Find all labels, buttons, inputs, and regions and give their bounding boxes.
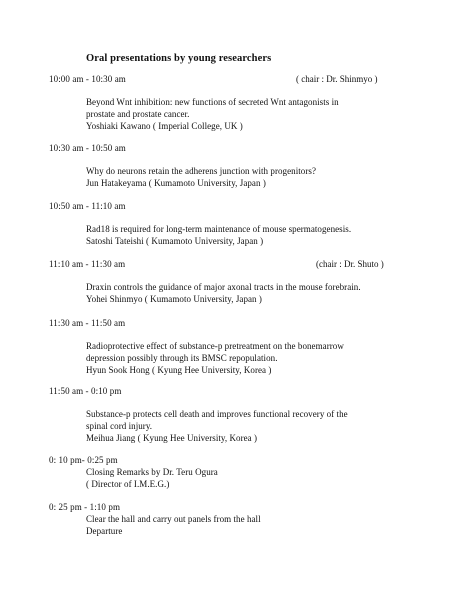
session-3-time: 10:50 am - 11:10 am	[49, 201, 126, 211]
session-3-title-line-1: Rad18 is required for long-term maintenance of mouse spermatogenesis.	[86, 224, 352, 234]
session-4-speaker: Yohei Shinmyo ( Kumamoto University, Japan )	[86, 294, 262, 304]
session-6-title-line-2: spinal cord injury.	[86, 421, 153, 431]
session-6-title-line-1: Substance-p protects cell death and improves functional recovery of the	[86, 409, 348, 419]
departure-label: Departure	[86, 526, 123, 536]
session-5-title-line-2: depression possibly through its BMSC repopulation.	[86, 353, 278, 363]
session-4-time: 11:10 am - 11:30 am	[49, 259, 126, 269]
closing-remarks: Closing Remarks by Dr. Teru Ogura	[86, 467, 218, 477]
session-5-time: 11:30 am - 11:50 am	[49, 318, 126, 328]
session-4-chair: (chair : Dr. Shuto )	[316, 259, 384, 269]
session-4-title-line-1: Draxin controls the guidance of major axonal tracts in the mouse forebrain.	[86, 282, 361, 292]
session-1-chair: ( chair : Dr. Shinmyo )	[296, 74, 378, 84]
closing-time: 0: 10 pm- 0:25 pm	[49, 455, 118, 465]
session-5-speaker: Hyun Sook Hong ( Kyung Hee University, Korea )	[86, 365, 272, 375]
session-1-title-line-1: Beyond Wnt inhibition: new functions of secreted Wnt antagonists in	[86, 97, 339, 107]
session-6-time: 11:50 am - 0:10 pm	[49, 386, 122, 396]
session-1-time: 10:00 am - 10:30 am	[49, 74, 126, 84]
session-2-time: 10:30 am - 10:50 am	[49, 143, 126, 153]
closing-director: ( Director of I.M.E.G.)	[86, 479, 170, 489]
session-2-speaker: Jun Hatakeyama ( Kumamoto University, Japan )	[86, 178, 266, 188]
session-1-title-line-2: prostate and prostate cancer.	[86, 109, 190, 119]
session-1-speaker: Yoshiaki Kawano ( Imperial College, UK )	[86, 121, 243, 131]
session-6-speaker: Meihua Jiang ( Kyung Hee University, Korea )	[86, 433, 258, 443]
clear-hall-note: Clear the hall and carry out panels from the hall	[86, 514, 261, 524]
session-2-title-line-1: Why do neurons retain the adherens junction with progenitors?	[86, 166, 316, 176]
session-3-speaker: Satoshi Tateishi ( Kumamoto University, Japan )	[86, 236, 264, 246]
departure-time: 0: 25 pm - 1:10 pm	[49, 502, 121, 512]
page-title: Oral presentations by young researchers	[86, 53, 272, 64]
session-5-title-line-1: Radioprotective effect of substance-p pretreatment on the bonemarrow	[86, 341, 344, 351]
